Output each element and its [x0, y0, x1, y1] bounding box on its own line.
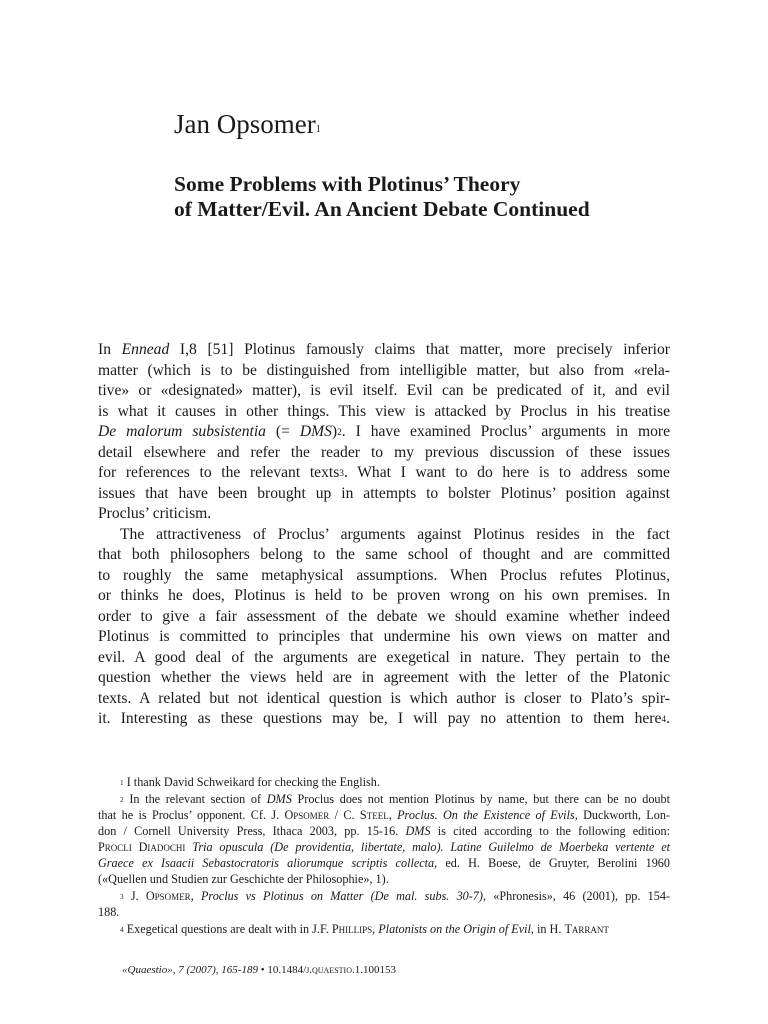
footnote-line: $^3$ J. Opsomer, Proclus vs Plotinus on Matter (De mal. subs. 30-7), «Phronesis», 46 (2001), pp. 154- [120, 889, 670, 903]
body-line: evil. A good deal of the arguments are exegetical in nature. They pertain to the [98, 648, 670, 666]
footnote-line: $^1$ I thank David Schweikard for checking the English. [120, 775, 380, 789]
title-line-2: of Matter/Evil. An Ancient Debate Continued [174, 197, 590, 221]
title-line-1: Some Problems with Plotinus’ Theory [174, 172, 521, 196]
body-line: detail elsewhere and refer the reader to my previous discussion of these issues [98, 443, 670, 461]
body-line: that both philosophers belong to the same school of thought and are committed [98, 546, 670, 563]
author-text: Jan Opsomer [174, 109, 316, 139]
body-line: In Ennead I,8 [51] Plotinus famously claims that matter, more precisely inferior [98, 341, 670, 358]
body-line: for references to the relevant texts$^3$. What I want to do here is to address some [98, 464, 670, 481]
footnote-line: $^2$ In the relevant section of DMS Proclus does not mention Plotinus by name, but there can be no doubt [120, 792, 670, 806]
footnote-line: 188. [98, 905, 120, 919]
footnote-line: don / Cornell University Press, Ithaca 2003, pp. 15-16. DMS is cited according to the following edition: [98, 824, 671, 838]
author-name [174, 108, 321, 140]
paragraph-1 [98, 340, 670, 525]
body-line: Plotinus is committed to principles that undermine his own views on matter and [98, 628, 670, 645]
body-line: matter (which is to be distinguished from intelligible matter, but also from «rela- [98, 361, 670, 379]
footnote-line: Procli Diadochi Tria opuscula (De providentia, libertate, malo). Latine Guilelmo de Moerbeka vertente et [98, 840, 670, 854]
body-line: De malorum subsistentia (= DMS)$^2$. I have examined Proclus’ arguments in more [98, 423, 670, 440]
footnote-1 [98, 774, 670, 790]
body-line: Proclus’ criticism. [98, 505, 212, 522]
paragraph-2 [98, 525, 670, 730]
body-text [98, 340, 670, 730]
body-line: question whether the views held are in agreement with the letter of the Platonic [98, 669, 670, 686]
journal-citation: «Quaestio», 7 (2007), 165-189 • 10.1484/j.quaestio.1.100153 [122, 964, 396, 976]
footnote-line: («Quellen und Studien zur Geschichte der Philosophie», 1). [98, 872, 389, 886]
footnote-line: Graece ex Isaacii Sebastocratoris aliorumque scriptis collecta, ed. H. Boese, de Gruyter, Berolini 1960 [98, 856, 670, 870]
body-line: order to give a fair assessment of the debate we should examine whether indeed [98, 607, 670, 625]
body-line: tive» or «designated» matter), is evil itself. Evil can be predicated of it, and evil [98, 382, 670, 399]
body-line: or thinks he does, Plotinus is held to be proven wrong on his own premises. In [98, 587, 670, 604]
footnotes [98, 774, 670, 938]
article-title [174, 172, 694, 222]
body-line: to roughly the same metaphysical assumptions. When Proclus refutes Plotinus, [98, 566, 670, 584]
body-line: texts. A related but not identical question is which author is closer to Plato’s spir- [98, 689, 670, 707]
body-line: issues that have been brought up in attempts to bolster Plotinus’ position against [98, 484, 670, 502]
body-line: it. Interesting as these questions may be, I will pay no attention to them here$^4$. [98, 710, 670, 727]
body-line: is what it causes in other things. This view is attacked by Proclus in his treatise [98, 402, 670, 420]
footnote-3 [98, 888, 670, 920]
footnote-4 [98, 921, 670, 937]
footnote-line: that he is Proclus’ opponent. Cf. J. Opsomer / C. Steel, Proclus. On the Existence of Evils, Duckworth, Lon- [98, 808, 670, 822]
footnote-2 [98, 791, 670, 887]
footnote-line: $^4$ Exegetical questions are dealt with in J.F. Phillips, Platonists on the Origin of Evil, in H. Tarrant [120, 922, 609, 936]
body-line: The attractiveness of Proclus’ arguments against Plotinus resides in the fact [120, 525, 670, 543]
author-footnote-marker: 1 [315, 124, 321, 135]
